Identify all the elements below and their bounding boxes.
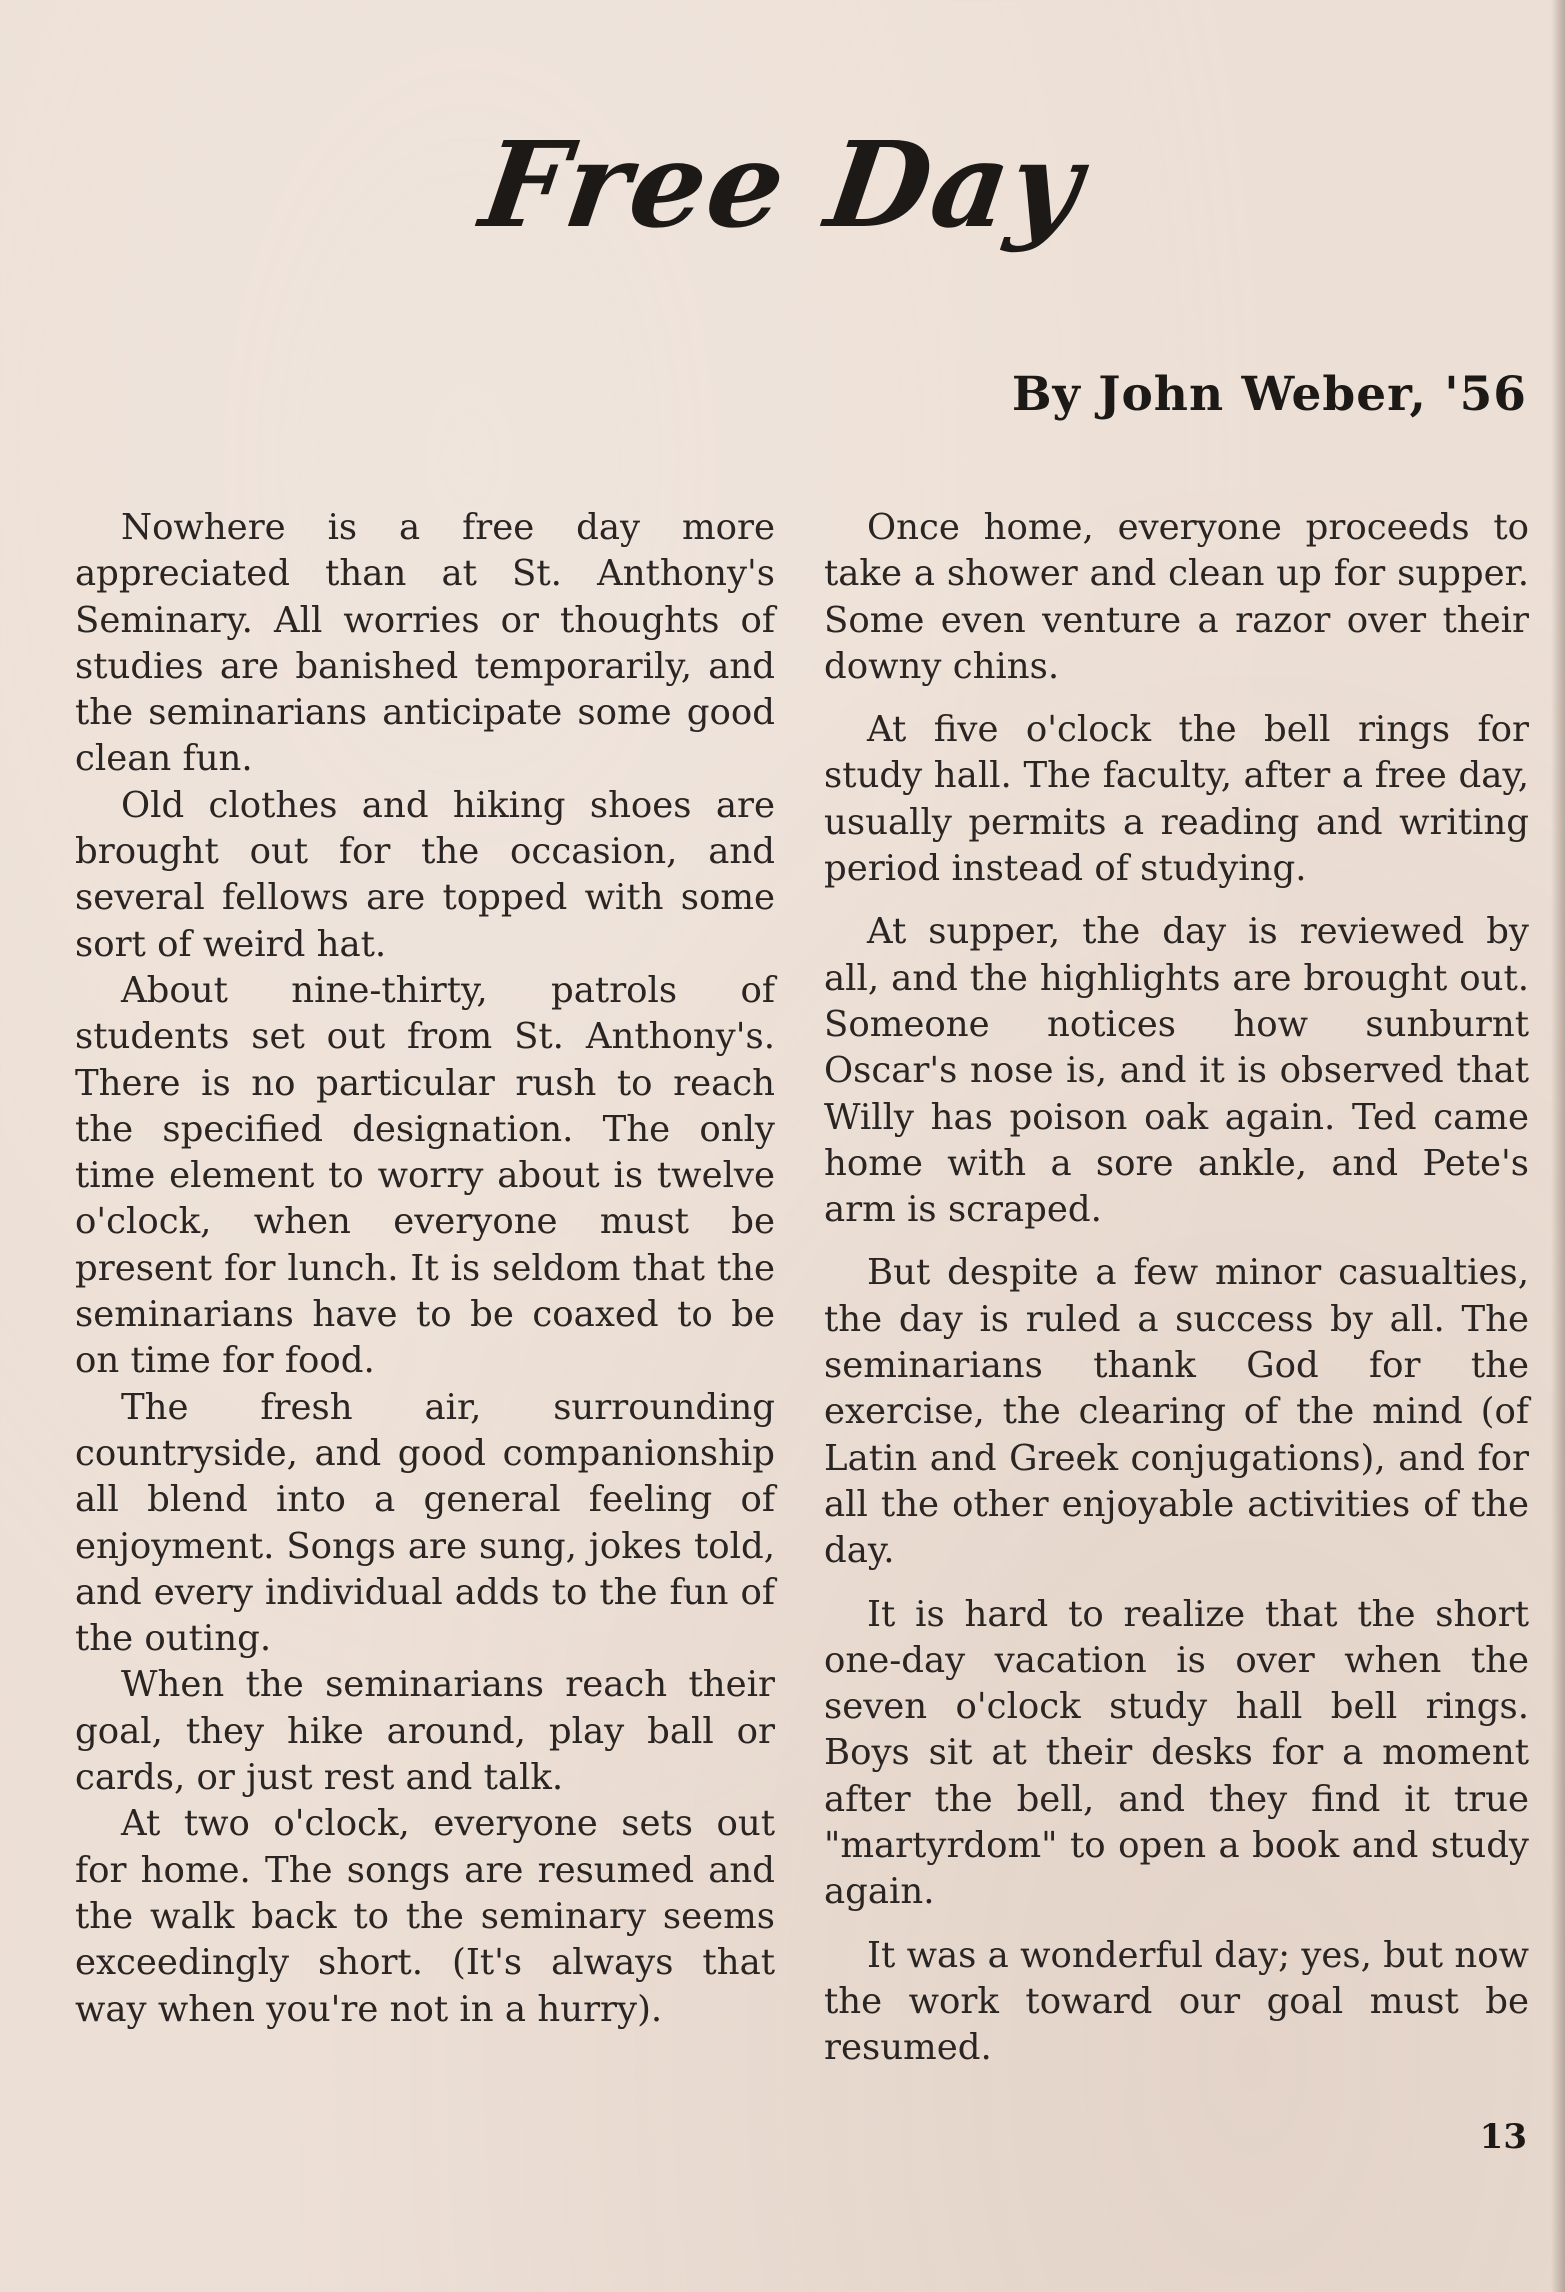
paragraph: Nowhere is a free day more appreciated than at St. Anthony's Seminary. All worries or thoughts of studies are banished temporarily, and the seminarians anticipate some good clean fun. (75, 507, 775, 780)
left-column (75, 505, 775, 2033)
paragraph: But despite a few minor casualties, the day is ruled a success by all. The seminarians thank God for the exercise, the clearing of the mind (of Latin and Greek conjugations), and for all the other enjoyable activities of the day. (824, 1252, 1529, 1572)
paragraph: Old clothes and hiking shoes are brought out for the occasion, and several fellows are topped with some sort of weird hat. (75, 784, 775, 965)
page-number: 13 (1479, 2117, 1527, 2157)
paragraph: It was a wonderful day; yes, but now the work toward our goal must be resumed. (824, 1934, 1529, 2069)
paragraph: At supper, the day is reviewed by all, and the highlights are brought out. Someone notices how sunburnt Oscar's nose is, and it is observed that Willy has poison oak again. Ted came home with a sore ankle, and Pete's arm is scraped. (824, 911, 1529, 1231)
paragraph: The fresh air, surrounding countryside, and good companionship all blend into a general feeling of enjoyment. Songs are sung, jokes told, and every individual adds to the fun of the outing. (75, 1386, 775, 1660)
paragraph: Once home, everyone proceeds to take a shower and clean up for supper. Some even venture a razor over their downy chins. (824, 507, 1529, 687)
page-edge-shadow (1551, 0, 1565, 2292)
paragraph: It is hard to realize that the short one-day vacation is over when the seven o'clock study hall bell rings. Boys sit at their desks for a moment after the bell, and they find it true "martyrdom" to open a book and study again. (824, 1593, 1529, 1913)
article-title: Free Day (473, 115, 1092, 254)
paragraph: At five o'clock the bell rings for study hall. The faculty, after a free day, usually permits a reading and writing period instead of studying. (824, 709, 1529, 890)
paragraph: About nine-thirty, patrols of students set out from St. Anthony's. There is no particular rush to reach the specified designation. The only time element to worry about is twelve o'clock, when everyone must be present for lunch. It is seldom that the seminarians have to be coaxed to be on time for food. (75, 969, 775, 1382)
right-column (824, 505, 1529, 2089)
paragraph: At two o'clock, everyone sets out for home. The songs are resumed and the walk back to the seminary seems exceedingly short. (It's always that way when you're not in a hurry). (75, 1803, 775, 2030)
paragraph: When the seminarians reach their goal, they hike around, play ball or cards, or just rest and talk. (75, 1664, 775, 1799)
article-byline: By John Weber, '56 (1011, 367, 1527, 422)
